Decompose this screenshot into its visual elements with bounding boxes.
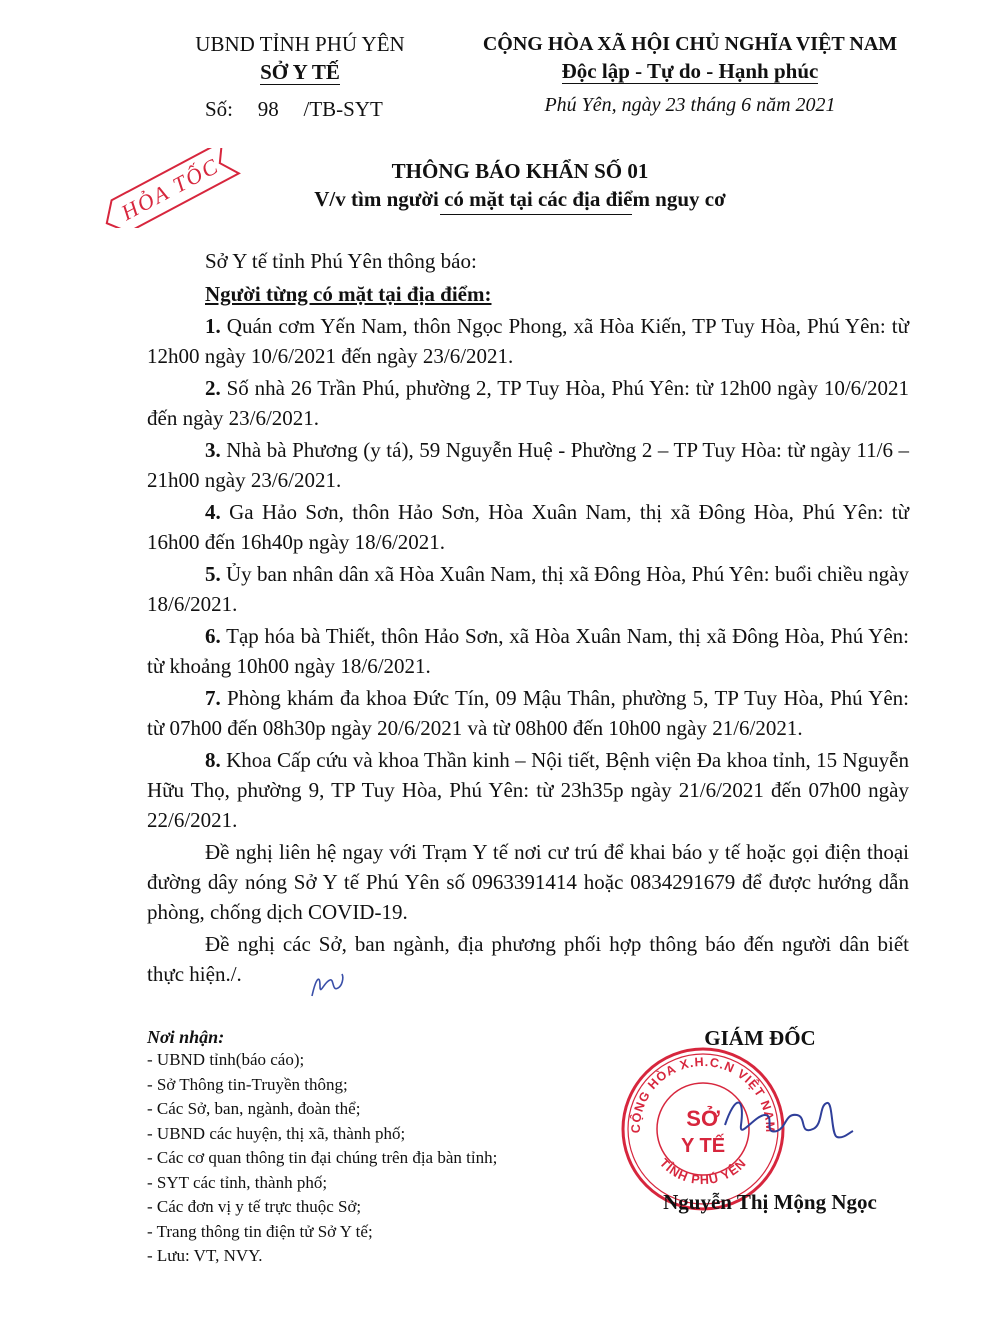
request-paragraph: Đề nghị các Sở, ban ngành, địa phương phối hợp thông báo đến người dân biết thực hiện./. <box>147 932 909 986</box>
issuing-agency-block <box>150 30 450 86</box>
item-number: 2. <box>205 376 221 400</box>
signer-role: GIÁM ĐỐC <box>704 1026 816 1050</box>
intro-line: Sở Y tế tỉnh Phú Yên thông báo: <box>205 249 477 273</box>
item-number: 3. <box>205 438 221 462</box>
location-item <box>147 373 909 433</box>
document-number <box>205 97 383 122</box>
recipient-item: - Các Sở, ban, ngành, đoàn thể; <box>147 1099 361 1118</box>
notice-body <box>147 246 909 989</box>
section-heading <box>147 279 909 309</box>
national-header <box>470 30 910 86</box>
urgent-stamp-text: HỎA TỐC <box>116 152 224 226</box>
notice-subject: V/v tìm người có mặt tại các địa điểm nguy cơ <box>314 187 726 211</box>
item-text: Khoa Cấp cứu và khoa Thần kinh – Nội tiết, Bệnh viện Đa khoa tỉnh, 15 Nguyễn Hữu Thọ, phường 9, TP Tuy Hòa, Phú Yên: từ 23h35p ngày 21/6/2021 đến 07h00 ngày 22/6/2021. <box>147 748 909 832</box>
country-name: CỘNG HÒA XÃ HỘI CHỦ NGHĨA VIỆT NAM <box>482 33 898 55</box>
seal-center-line1: SỞ <box>686 1106 720 1131</box>
handwritten-initial <box>308 968 348 1004</box>
subject-underline <box>440 214 632 215</box>
location-item <box>147 311 909 371</box>
recipients-list <box>147 1048 497 1269</box>
recipient-item: - Các cơ quan thông tin đại chúng trên địa bàn tỉnh; <box>147 1148 498 1167</box>
item-number: 5. <box>205 562 221 586</box>
item-number: 1. <box>205 314 221 338</box>
department-name: SỞ Y TẾ <box>260 60 340 84</box>
location-item <box>147 745 909 835</box>
item-text: Nhà bà Phương (y tá), 59 Nguyễn Huệ - Phường 2 – TP Tuy Hòa: từ ngày 11/6 – 21h00 ngày 23/6/2021. <box>147 438 909 492</box>
recipient-item: - UBND các huyện, thị xã, thành phố; <box>147 1123 406 1143</box>
recipient-item: - Trang thông tin điện tử Sở Y tế; <box>147 1221 373 1241</box>
item-text: Số nhà 26 Trần Phú, phường 2, TP Tuy Hòa, Phú Yên: từ 12h00 ngày 10/6/2021 đến ngày 23/6/2021. <box>147 376 909 430</box>
item-text: Quán cơm Yến Nam, thôn Ngọc Phong, xã Hòa Kiến, TP Tuy Hòa, Phú Yên: từ 12h00 ngày 10/6/2021 đến ngày 23/6/2021. <box>147 314 909 368</box>
item-text: Ga Hảo Sơn, thôn Hảo Sơn, Hòa Xuân Nam, thị xã Đông Hòa, Phú Yên: từ 16h00 đến 16h40p ngày 18/6/2021. <box>147 500 909 554</box>
item-number: 8. <box>205 748 221 772</box>
doc-no-value: 98 <box>257 97 279 121</box>
agency-name: UBND TỈNH PHÚ YÊN <box>195 32 405 56</box>
handwritten-signature <box>715 1085 855 1155</box>
recipient-item: - Lưu: VT, NVY. <box>147 1246 263 1265</box>
item-number: 6. <box>205 624 221 648</box>
item-text: Ủy ban nhân dân xã Hòa Xuân Nam, thị xã Đông Hòa, Phú Yên: buổi chiều ngày 18/6/2021. <box>147 562 909 616</box>
contact-paragraph: Đề nghị liên hệ ngay với Trạm Y tế nơi cư trú để khai báo y tế hoặc gọi điện thoại đường dây nóng Sở Y tế Phú Yên số 0963391414 hoặc 0834291679 để được hướng dẫn phòng, chống dịch COVID-19. <box>147 840 909 924</box>
location-item <box>147 621 909 681</box>
national-motto: Độc lập - Tự do - Hạnh phúc <box>561 59 819 83</box>
recipients-title: Nơi nhận: <box>147 1027 225 1047</box>
recipient-item: - Sở Thông tin-Truyền thông; <box>147 1074 348 1094</box>
doc-no-prefix: Số: <box>205 97 234 121</box>
seal-bottom-text: TỈNH PHÚ YÊN <box>656 1155 750 1188</box>
recipient-item: - UBND tỉnh(báo cáo); <box>147 1050 305 1069</box>
notice-title: THÔNG BÁO KHẨN SỐ 01 <box>391 159 649 183</box>
location-item <box>147 559 909 619</box>
signer-name: Nguyễn Thị Mộng Ngọc <box>663 1190 877 1214</box>
seal-outer-text: CỘNG HÒA X.H.C.N VIỆT NAM <box>628 1054 778 1134</box>
place-and-date: Phú Yên, ngày 23 tháng 6 năm 2021 <box>544 94 836 116</box>
recipient-item: - SYT các tỉnh, thành phố; <box>147 1172 328 1192</box>
seal-center-line2: Y TẾ <box>680 1135 726 1157</box>
svg-text:TỈNH PHÚ YÊN <box>657 1156 749 1187</box>
item-number: 7. <box>205 686 221 710</box>
location-item <box>147 497 909 557</box>
section-heading-text: Người từng có mặt tại địa điểm: <box>205 282 492 306</box>
doc-no-suffix: /TB-SYT <box>303 97 383 121</box>
item-text: Tạp hóa bà Thiết, thôn Hảo Sơn, xã Hòa Xuân Nam, thị xã Đông Hòa, Phú Yên: từ khoảng 10h00 ngày 18/6/2021. <box>147 624 909 678</box>
recipient-item: - Các đơn vị y tế trực thuộc Sở; <box>147 1197 362 1216</box>
location-item <box>147 683 909 743</box>
item-text: Phòng khám đa khoa Đức Tín, 09 Mậu Thân, phường 5, TP Tuy Hòa, Phú Yên: từ 07h00 đến 08h30p ngày 20/6/2021 và từ 08h00 đến 10h00 ngày 21/6/2021. <box>147 686 909 740</box>
item-number: 4. <box>205 500 221 524</box>
location-item <box>147 435 909 495</box>
